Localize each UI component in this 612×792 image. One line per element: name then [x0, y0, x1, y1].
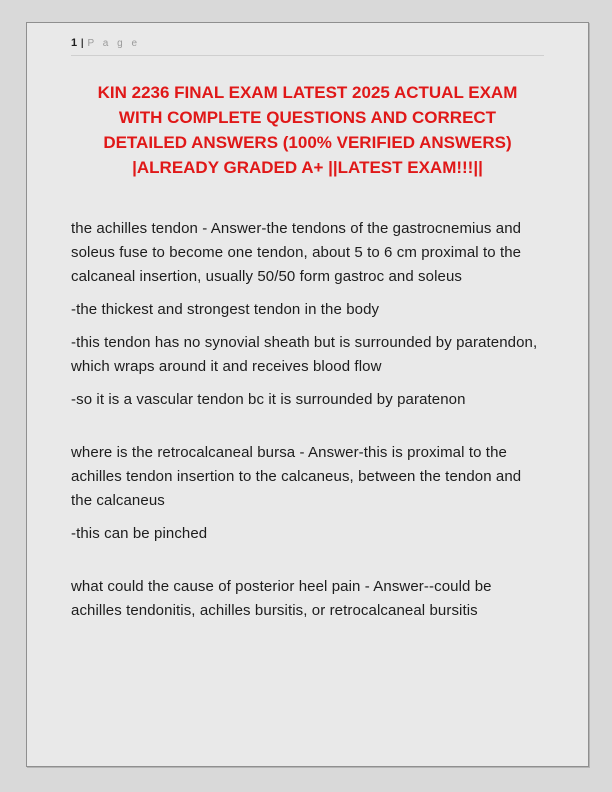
document-page: [26, 22, 589, 767]
qa-block-posterior-heel-pain: [71, 575, 544, 623]
qa-block-achilles-tendon: [71, 217, 544, 412]
document-title: [71, 80, 544, 180]
qa-paragraph: the achilles tendon - Answer-the tendons of the gastrocnemius and soleus fuse to become one tendon, about 5 to 6 cm proximal to the calcaneal insertion, usually 50/50 form gastroc and soleus: [71, 220, 522, 285]
document-title-line: DETAILED ANSWERS (100% VERIFIED ANSWERS): [103, 133, 512, 152]
qa-block-retrocalcaneal-bursa: [71, 441, 544, 546]
qa-paragraph: what could the cause of posterior heel pain - Answer--could be achilles tendonitis, achilles bursitis, or retrocalcaneal bursitis: [71, 578, 492, 619]
qa-paragraph: -so it is a vascular tendon bc it is surrounded by paratenon: [71, 391, 466, 408]
qa-paragraph: -the thickest and strongest tendon in the body: [71, 301, 380, 318]
qa-paragraph: -this tendon has no synovial sheath but is surrounded by paratendon, which wraps around it and receives blood flow: [71, 334, 538, 375]
document-title-line: |ALREADY GRADED A+ ||LATEST EXAM!!!||: [132, 158, 483, 177]
page-header-label: P a g e: [87, 38, 141, 49]
document-title-line: KIN 2236 FINAL EXAM LATEST 2025 ACTUAL EXAM: [97, 83, 518, 102]
document-title-line: WITH COMPLETE QUESTIONS AND CORRECT: [118, 108, 497, 127]
qa-paragraph: -this can be pinched: [71, 525, 208, 542]
document-body: [71, 217, 544, 623]
page-number: 1: [71, 37, 78, 49]
page-header-separator: |: [80, 38, 84, 49]
qa-paragraph: where is the retrocalcaneal bursa - Answer-this is proximal to the achilles tendon insertion to the calcaneus, between the tendon and the calcaneus: [71, 444, 522, 509]
page-header: [71, 37, 544, 56]
